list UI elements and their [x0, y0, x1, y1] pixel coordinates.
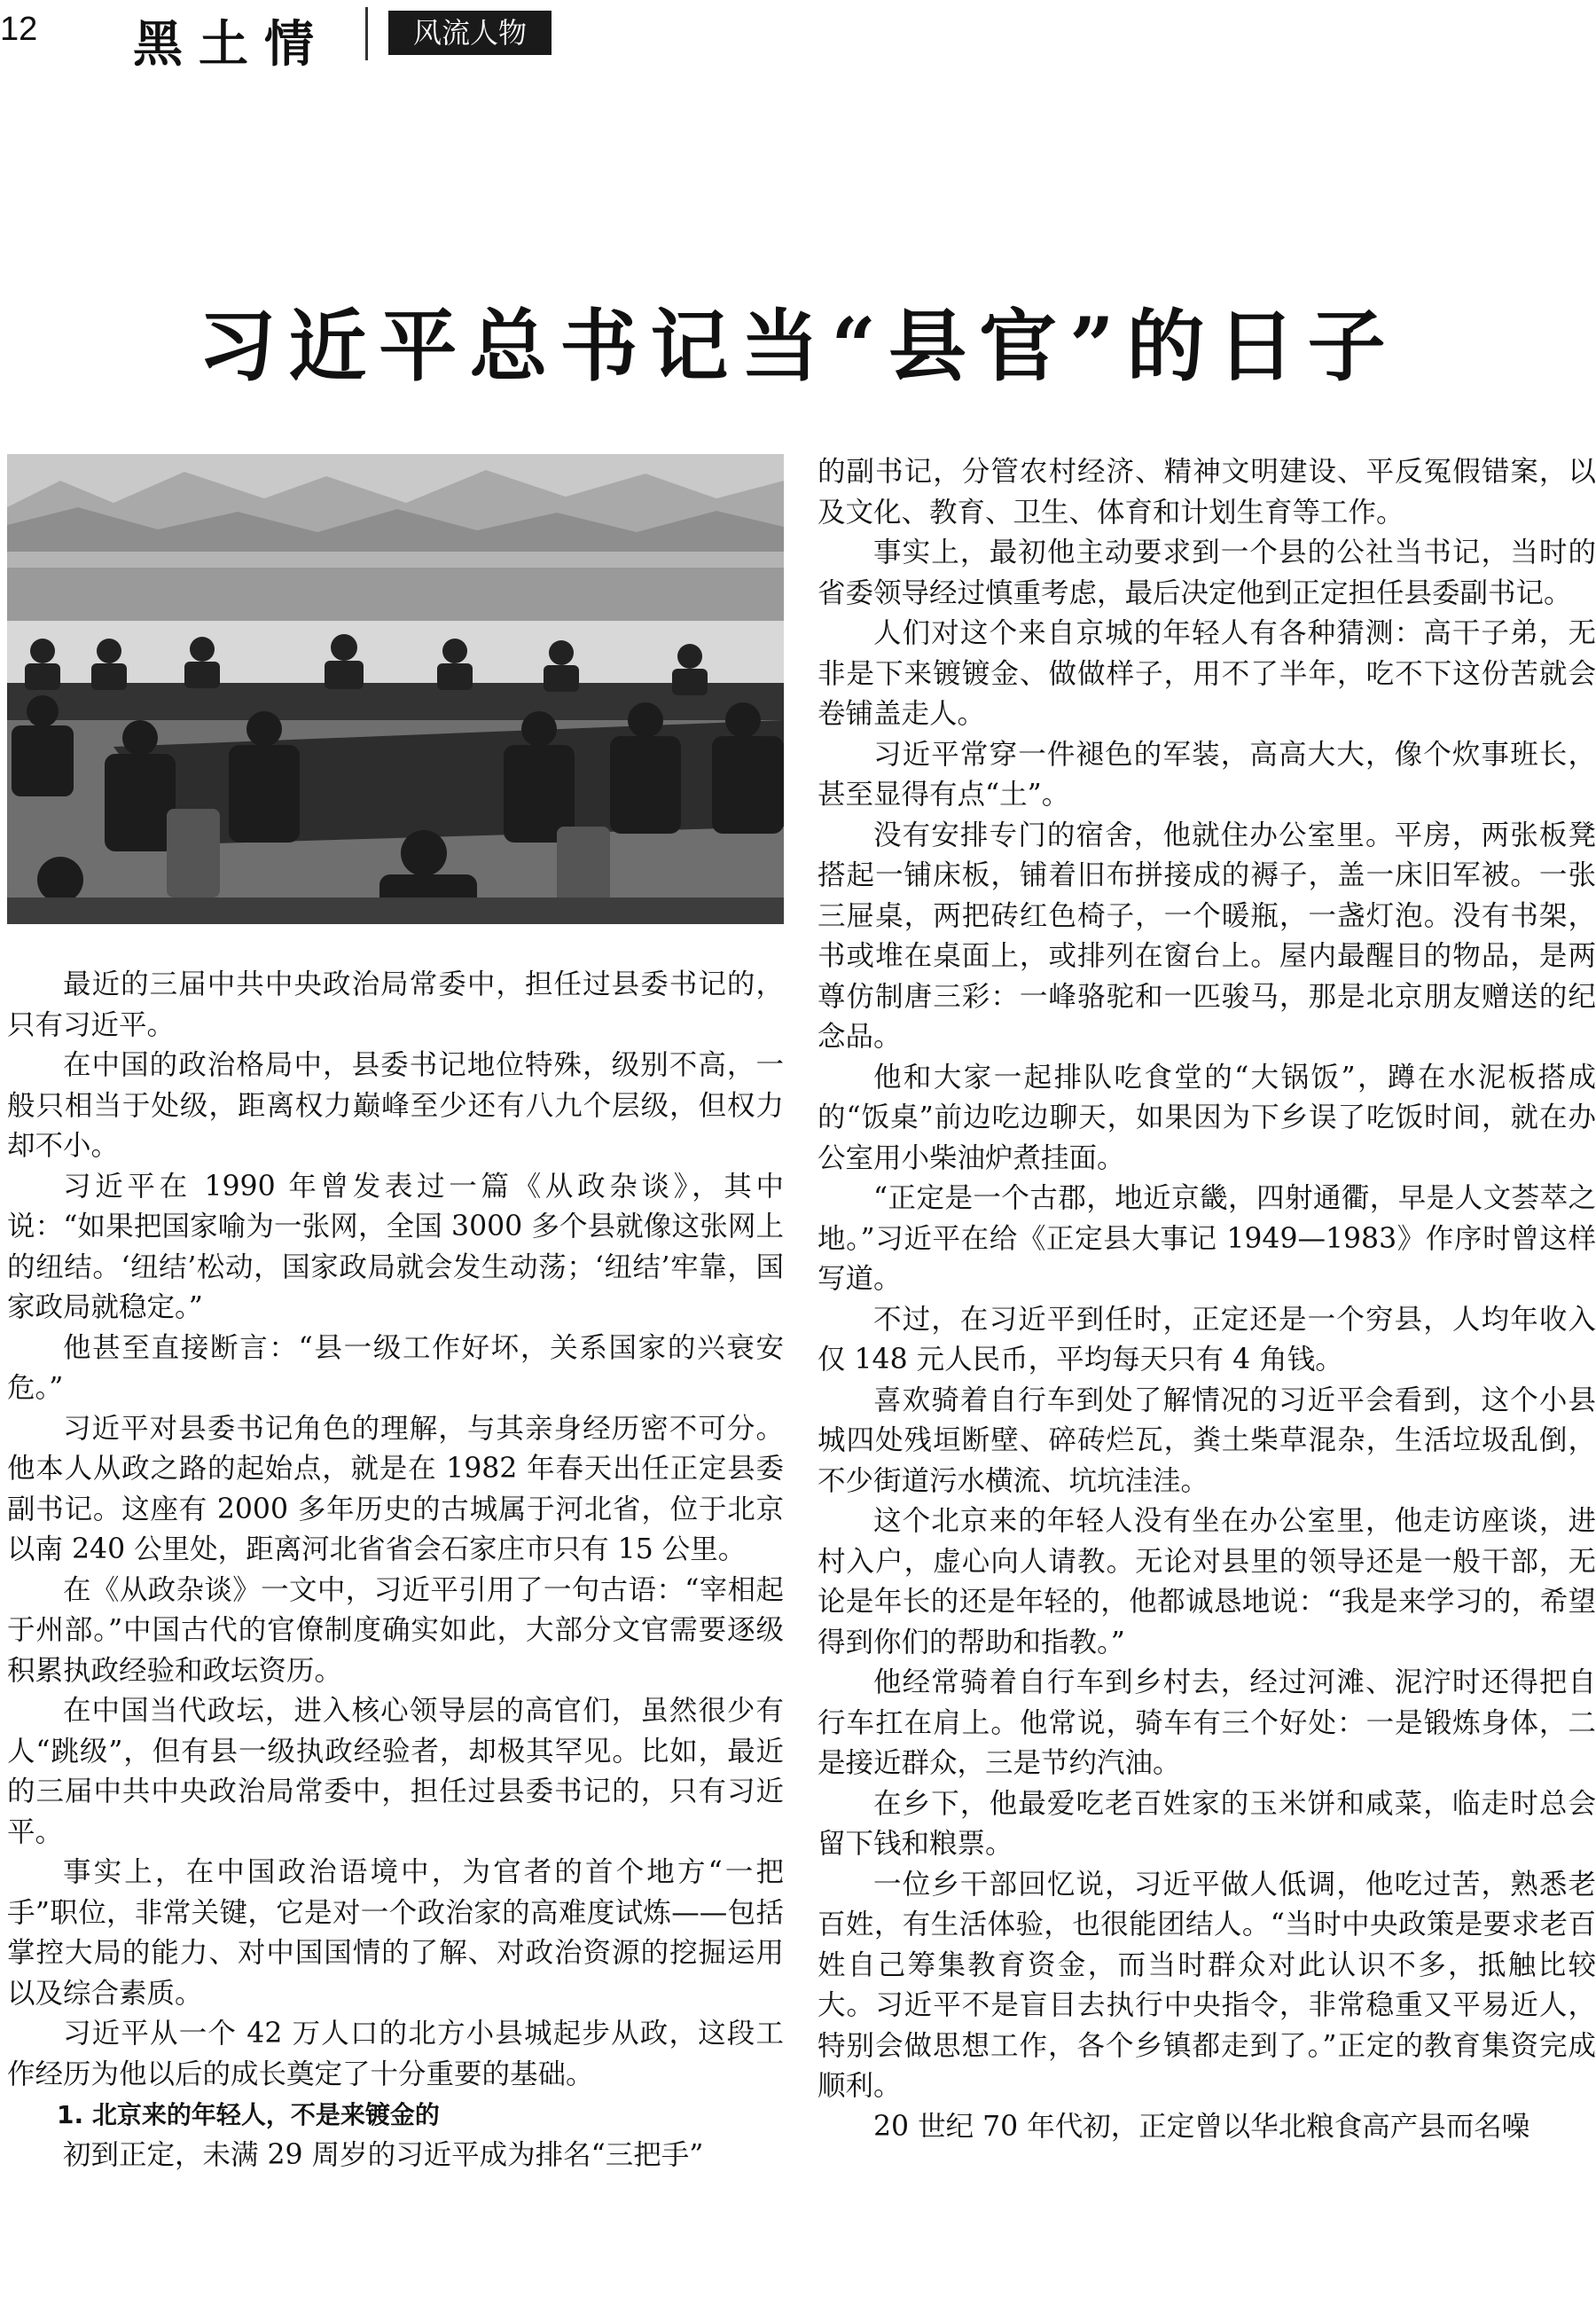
- paragraph: 在乡下，他最爱吃老百姓家的玉米饼和咸菜，临走时总会留下钱和粮票。: [818, 1787, 1596, 1860]
- paragraph: “正定是一个古郡，地近京畿，四射通衢，早是人文荟萃之地。”习近平在给《正定县大事记 1949—1983》作序时曾这样写道。: [818, 1182, 1596, 1295]
- paragraph: 20 世纪 70 年代初，正定曾以华北粮食高产县而名噪: [873, 2110, 1530, 2143]
- paragraph: 最近的三届中共中央政治局常委中，担任过县委书记的，只有习近平。: [7, 968, 784, 1041]
- paragraph: 这个北京来的年轻人没有坐在办公室里，他走访座谈，进村入户，虚心向人请教。无论对县里的领导还是一般干部，无论是年长的还是年轻的，他都诚恳地说：“我是来学习的，希望得到你们的帮助和指教。”: [818, 1505, 1596, 1658]
- paragraph: 人们对这个来自京城的年轻人有各种猜测：高干子弟，无非是下来镀镀金、做做样子，用不了半年，吃不下这份苦就会卷铺盖走人。: [818, 617, 1596, 730]
- paragraph: 事实上，在中国政治语境中，为官者的首个地方“一把手”职位，非常关键，它是对一个政治家的高难度试炼——包括掌控大局的能力、对中国国情的了解、对政治资源的挖掘运用以及综合素质。: [7, 1856, 784, 2010]
- paragraph-continued: 的副书记，分管农村经济、精神文明建设、平反冤假错案，以及文化、教育、卫生、体育和计划生育等工作。: [818, 456, 1596, 529]
- paragraph: 初到正定，未满 29 周岁的习近平成为排名“三把手”: [63, 2138, 704, 2171]
- masthead-logo: 黑土情: [133, 15, 330, 74]
- meeting-photo: [7, 454, 784, 924]
- section-subheading: 1. 北京来的年轻人，不是来镀金的: [57, 2100, 440, 2129]
- article-right-column: [818, 452, 1596, 2147]
- meeting-photo-illustration: [7, 454, 784, 924]
- paragraph: 他和大家一起排队吃食堂的“大锅饭”，蹲在水泥板搭成的“饭桌”前边吃边聊天，如果因为下乡误了吃饭时间，就在办公室用小柴油炉煮挂面。: [818, 1061, 1596, 1174]
- masthead-divider: [365, 7, 368, 60]
- paragraph: 喜欢骑着自行车到处了解情况的习近平会看到，这个小县城四处残垣断壁、碎砖烂瓦，粪土柴草混杂，生活垃圾乱倒，不少街道污水横流、坑坑洼洼。: [818, 1384, 1596, 1497]
- page-number: 12: [0, 11, 38, 48]
- paragraph: 习近平在 1990 年曾发表过一篇《从政杂谈》，其中说：“如果把国家喻为一张网，全国 3000 多个县就像这张网上的纽结。‘纽结’松动，国家政局就会发生动荡；‘纽结’牢靠，国家政局就稳定。”: [7, 1170, 784, 1323]
- paragraph: 习近平常穿一件褪色的军装，高高大大，像个炊事班长，甚至显得有点“土”。: [818, 738, 1596, 811]
- section-tag: 风流人物: [388, 11, 552, 55]
- paragraph: 习近平对县委书记角色的理解，与其亲身经历密不可分。他本人从政之路的起始点，就是在 1982 年春天出任正定县委副书记。这座有 2000 多年历史的古城属于河北省，位于北京以南 240 公里处，距离河北省省会石家庄市只有 15 公里。: [7, 1412, 784, 1565]
- paragraph: 在《从政杂谈》一文中，习近平引用了一句古语：“宰相起于州部。”中国古代的官僚制度确实如此，大部分文官需要逐级积累执政经验和政坛资历。: [7, 1573, 784, 1687]
- paragraph: 没有安排专门的宿舍，他就住办公室里。平房，两张板凳搭起一铺床板，铺着旧布拼接成的褥子，盖一床旧军被。一张三屉桌，两把砖红色椅子，一个暖瓶，一盏灯泡。没有书架，书或堆在桌面上，或排列在窗台上。屋内最醒目的物品，是两尊仿制唐三彩：一峰骆驼和一匹骏马，那是北京朋友赠送的纪念品。: [818, 819, 1596, 1053]
- paragraph: 习近平从一个 42 万人口的北方小县城起步从政，这段工作经历为他以后的成长奠定了十分重要的基础。: [7, 2018, 784, 2090]
- article-title: 习近平总书记当“县官”的日子: [198, 299, 1398, 392]
- article-left-column: [7, 965, 784, 2175]
- paragraph: 他经常骑着自行车到乡村去，经过河滩、泥泞时还得把自行车扛在肩上。他常说，骑车有三个好处：一是锻炼身体，二是接近群众，三是节约汽油。: [818, 1666, 1596, 1779]
- paragraph: 不过，在习近平到任时，正定还是一个穷县，人均年收入仅 148 元人民币，平均每天只有 4 角钱。: [818, 1303, 1596, 1376]
- paragraph: 一位乡干部回忆说，习近平做人低调，他吃过苦，熟悉老百姓，有生活体验，也很能团结人。“当时中央政策是要求老百姓自己筹集教育资金，而当时群众对此认识不多，抵触比较大。习近平不是盲目去执行中央指令，非常稳重又平易近人，特别会做思想工作，各个乡镇都走到了。”正定的教育集资完成顺利。: [818, 1868, 1596, 2102]
- paragraph: 在中国当代政坛，进入核心领导层的高官们，虽然很少有人“跳级”，但有县一级执政经验者，却极其罕见。比如，最近的三届中共中央政治局常委中，担任过县委书记的，只有习近平。: [7, 1695, 784, 1848]
- paragraph: 在中国的政治格局中，县委书记地位特殊，级别不高，一般只相当于处级，距离权力巅峰至少还有八九个层级，但权力却不小。: [7, 1049, 784, 1162]
- paragraph: 事实上，最初他主动要求到一个县的公社当书记，当时的省委领导经过慎重考虑，最后决定他到正定担任县委副书记。: [818, 537, 1596, 609]
- paragraph: 他甚至直接断言：“县一级工作好坏，关系国家的兴衰安危。”: [7, 1331, 784, 1404]
